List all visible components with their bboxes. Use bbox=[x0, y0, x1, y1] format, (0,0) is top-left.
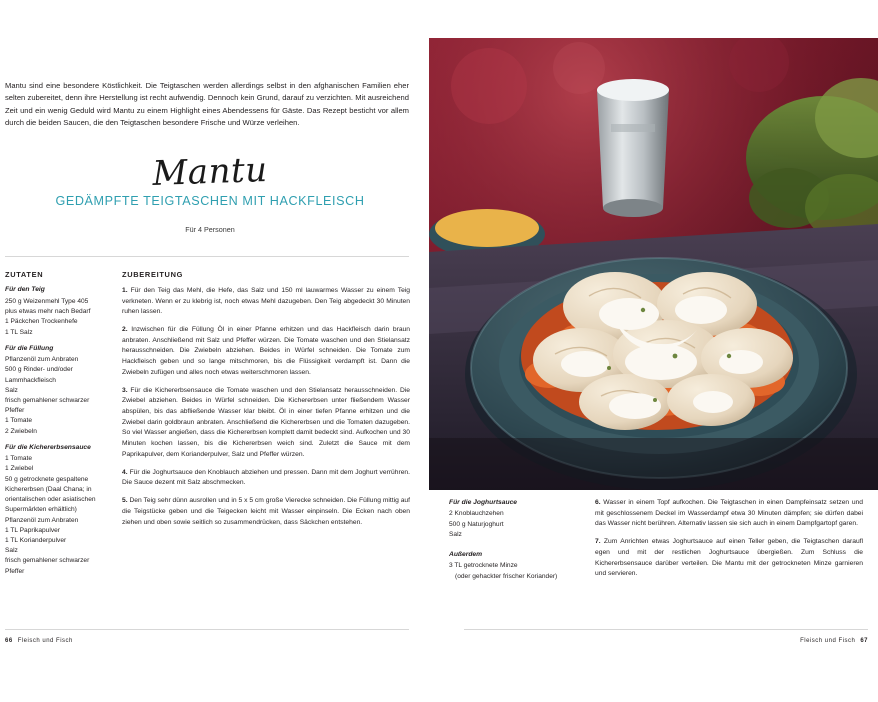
ingredient-item: 1 Tomate bbox=[5, 455, 33, 463]
step-number: 5. bbox=[122, 497, 128, 505]
step-text: Für den Teig das Mehl, die Hefe, das Salz und 150 ml lauwarmes Wasser zu einem Teig verkneten. Wenn er zu klebrig ist, noch etwas Mehl dazugeben. Den Teig abgedeckt 30 Minuten ruhen lassen. bbox=[122, 286, 410, 316]
step-number: 1. bbox=[122, 286, 128, 294]
preparation-step bbox=[122, 325, 410, 379]
left-page-number: 66 bbox=[5, 638, 13, 644]
step-text: Für die Kichererbsensauce die Tomate waschen und den Stielansatz herausschneiden. Die Zwiebel abziehen. Beides in Würfel schneiden. Die Kichererbsen unter fließendem Wasser abspülen, bis das abfließende Wasser klar bleibt. Öl in einer tiefen Pfanne erhitzen und die Zwiebel darin goldbraun anbraten. Anschließend die Kichererbsen und die Tomaten dazugeben. So viel Wasser angießen, dass die Kichererbsen komplett damit bedeckt sind. Aufkochen und 30 Minuten kochen lassen, bis die Kichererbsen weich sind. Zuletzt die Sauce mit dem Paprikapulver, dem Korianderpulver, Salz und Pfeffer würzen. bbox=[122, 386, 410, 458]
right-page-number: 67 bbox=[860, 638, 868, 644]
ingredient-item: 1 TL Paprikapulver bbox=[5, 526, 60, 534]
right-footer-label: Fleisch und Fisch bbox=[800, 638, 856, 644]
step-number: 7. bbox=[595, 538, 601, 546]
ingredient-group-title: Für die Joghurtsauce bbox=[449, 499, 518, 506]
preparation-step bbox=[122, 386, 410, 461]
right-footer-divider bbox=[464, 629, 868, 630]
ingredient-item: 500 g Rinder- und/oder Lammhackfleisch bbox=[5, 366, 73, 384]
recipe-subtitle: GEDÄMPFTE TEIGTASCHEN MIT HACKFLEISCH bbox=[55, 194, 365, 208]
ingredient-group bbox=[5, 443, 109, 577]
ingredient-item: 500 g Naturjoghurt bbox=[449, 520, 504, 528]
step-number: 3. bbox=[122, 386, 128, 394]
ingredient-group bbox=[5, 344, 109, 437]
step-number: 2. bbox=[122, 326, 128, 333]
ingredient-item: frisch gemahlener schwarzer Pfeffer bbox=[5, 396, 90, 415]
ingredient-item: plus etwas mehr nach Bedarf bbox=[5, 308, 91, 316]
ingredient-item: 1 Päckchen Trockenhefe bbox=[5, 318, 78, 326]
right-page bbox=[439, 0, 878, 702]
step-text: Zum Anrichten etwas Joghurtsauce auf einen Teller geben, die Teigtaschen daraufl egen und mit der restlichen Joghurtsauce übergießen. Zum Schluss die Kichererbsensauce darüber verteilen. Die Mantu mit der getrockneten Minze garnieren und servieren. bbox=[595, 538, 864, 578]
ingredient-group-title: Außerdem bbox=[449, 551, 483, 559]
preparation-column bbox=[122, 269, 410, 535]
intro-paragraph: Mantu sind eine besondere Köstlichkeit. Die Teigtaschen werden allerdings selbst in den afghanischen Familien eher selten zubereitet, denn ihre Herstellung ist recht aufwendig. Dennoch kein Grund, darauf zu verzichten. Mit ausreichend Zeit und ein wenig Geduld wird Mantu zu einem Highlight eines Abendessens für Gäste. Das Rezept besticht vor allem durch die beiden Saucen, die den Teigtaschen besondere Frische und Würze verleihen. bbox=[5, 81, 409, 127]
preparation-step bbox=[595, 537, 863, 580]
right-ingredients-column bbox=[449, 498, 569, 588]
ingredient-item: 50 g getrocknete gespaltene Kichererbsen (Daal Chana; in orientalischen oder asiatischen Supermärkten erhältlich) bbox=[5, 475, 96, 514]
step-text: Inzwischen für die Füllung Öl in einer Pfanne erhitzen und das Hackfleisch darin braun anbraten. Anschließend mit Salz und Pfeffer würzen. Die Tomate waschen und den Stielansatz herausschneiden. Die Zwiebeln abziehen. Beides in Würfel schneiden. Die Tomate zum Hackfleisch geben und so lange mitschmoren, bis die Flüssigkeit verdampft ist. Dann die Zwiebeln zufügen und alles noch etwas weiterschmoren lassen. bbox=[122, 326, 410, 376]
recipe-photo bbox=[429, 38, 878, 490]
header-divider bbox=[5, 256, 409, 257]
ingredient-item: frisch gemahlener schwarzer Pfeffer bbox=[5, 557, 90, 575]
left-page-footer bbox=[5, 638, 73, 644]
ingredient-item: Salz bbox=[449, 530, 462, 538]
servings-label: Für 4 Personen bbox=[185, 225, 235, 234]
ingredient-item: Pflanzenöl zum Anbraten bbox=[5, 356, 79, 364]
ingredient-item: 1 Tomate bbox=[5, 417, 33, 425]
ingredient-group-title: Für den Teig bbox=[5, 286, 45, 294]
recipe-title: Mantu bbox=[151, 150, 269, 194]
ingredients-heading: ZUTATEN bbox=[5, 270, 44, 279]
ingredient-item: 1 TL Salz bbox=[5, 328, 33, 336]
ingredient-item: Salz bbox=[5, 386, 18, 394]
ingredient-item: 3 TL getrocknete Minze bbox=[449, 562, 518, 570]
step-text: Für die Joghurtsauce den Knoblauch abziehen und pressen. Dann mit dem Joghurt verrühren. Die Sauce dezent mit Salz abschmecken. bbox=[122, 468, 410, 487]
ingredient-item: 1 TL Korianderpulver bbox=[5, 536, 67, 544]
ingredients-column bbox=[5, 269, 109, 583]
ingredient-group-title: Für die Kichererbsensauce bbox=[5, 443, 91, 451]
ingredient-group bbox=[449, 550, 569, 582]
left-footer-label: Fleisch und Fisch bbox=[17, 638, 73, 644]
ingredient-group bbox=[5, 285, 109, 337]
step-text: Den Teig sehr dünn ausrollen und in 5 x 5 cm große Vierecke schneiden. Die Füllung mittig auf die Teigstücke geben und die Teigecken leicht mit Wasser einpinseln. Die Ecken nach oben ziehen und oben sowie seitlich so zusammendrücken, dass Säckchen entstehen. bbox=[122, 497, 410, 526]
ingredient-item: Salz bbox=[5, 547, 18, 555]
step-number: 6. bbox=[595, 499, 601, 506]
ingredient-item: 2 Knoblauchzehen bbox=[449, 510, 504, 518]
ingredient-item: Pflanzenöl zum Anbraten bbox=[5, 516, 79, 524]
right-page-footer bbox=[800, 638, 868, 644]
preparation-step bbox=[122, 468, 410, 489]
step-text: Wasser in einem Topf aufkochen. Die Teigtaschen in einen Dampfeinsatz setzen und mit geschlossenem Deckel im Wasserdampf etwa 30 Minuten dämpfen; sie dürfen dabei das Wasser nicht berühren. Alternativ lassen sie sich auch in einem Dampfgartopf garen. bbox=[595, 499, 863, 528]
ingredient-group-title: Für die Füllung bbox=[5, 344, 54, 352]
preparation-step bbox=[122, 286, 410, 318]
left-footer-divider bbox=[5, 629, 409, 630]
ingredient-item: (oder gehackter frischer Koriander) bbox=[455, 572, 558, 580]
ingredient-group bbox=[449, 498, 569, 540]
preparation-step bbox=[122, 496, 410, 528]
preparation-step bbox=[595, 498, 863, 530]
ingredient-item: 250 g Weizenmehl Type 405 bbox=[5, 297, 89, 305]
preparation-heading: ZUBEREITUNG bbox=[122, 270, 184, 279]
ingredient-item: 1 Zwiebel bbox=[5, 465, 34, 473]
step-number: 4. bbox=[122, 468, 128, 476]
right-preparation-column bbox=[595, 498, 863, 587]
ingredient-item: 2 Zwiebeln bbox=[5, 427, 37, 435]
